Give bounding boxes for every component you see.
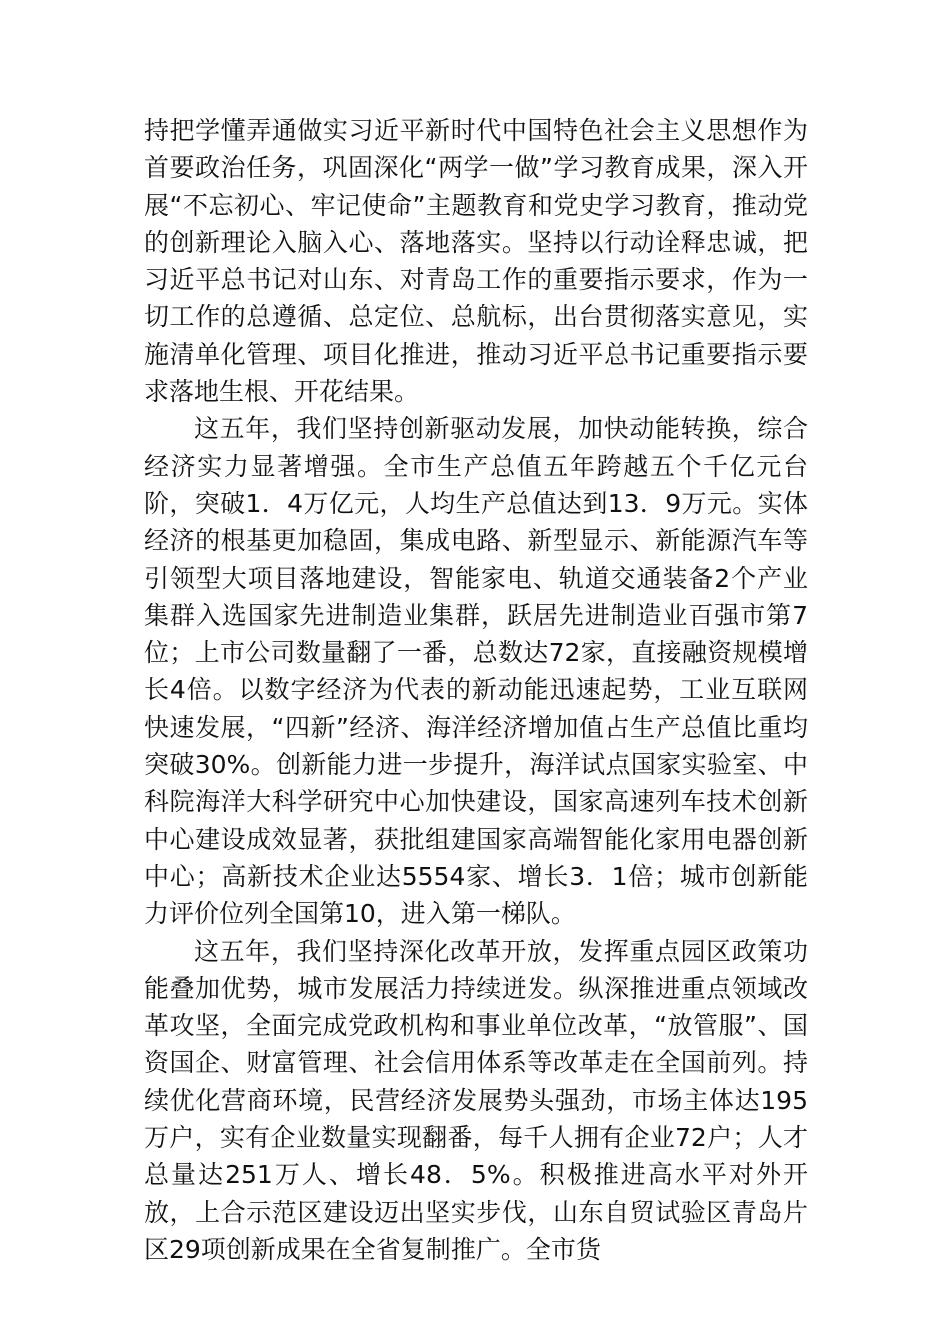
paragraph-3: 这五年，我们坚持深化改革开放，发挥重点园区政策功能叠加优势，城市发展活力持续迸发。纵深推进重点领域改革攻坚，全面完成党政机构和事业单位改革，“放管服”、国资国企、财富管理、社会信用体系等改革走在全国前列。持续优化营商环境，民营经济发展势头强劲，市场主体达195万户，实有企业数量实现翻番，每千人拥有企业72户；人才总量达251万人、增长48．5%。积极推进高水平对外开放，上合示范区建设迈出坚实步伐，山东自贸试验区青岛片区29项创新成果在全省复制推广。全市货 <box>144 936 808 1264</box>
paragraph-2: 这五年，我们坚持创新驱动发展，加快动能转换，综合经济实力显著增强。全市生产总值五年跨越五个千亿元台阶，突破1．4万亿元，人均生产总值达到13．9万元。实体经济的根基更加稳固，集成电路、新型显示、新能源汽车等引领型大项目落地建设，智能家电、轨道交通装备2个产业集群入选国家先进制造业集群，跃居先进制造业百强市第7位；上市公司数量翻了一番，总数达72家，直接融资规模增长4倍。以数字经济为代表的新动能迅速起势，工业互联网快速发展，“四新”经济、海洋经济增加值占生产总值比重均突破30%。创新能力进一步提升，海洋试点国家实验室、中科院海洋大科学研究中心加快建设，国家高速列车技术创新中心建设成效显著，获批组建国家高端智能化家用电器创新中心；高新技术企业达5554家、增长3．1倍；城市创新能力评价位列全国第10，进入第一梯队。 <box>144 414 808 929</box>
paragraph-1: 持把学懂弄通做实习近平新时代中国特色社会主义思想作为首要政治任务，巩固深化“两学一做”学习教育成果，深入开展“不忘初心、牢记使命”主题教育和党史学习教育，推动党的创新理论入脑入心、落地落实。坚持以行动诠释忠诚，把习近平总书记对山东、对青岛工作的重要指示要求，作为一切工作的总遵循、总定位、总航标，出台贯彻落实意见，实施清单化管理、项目化推进，推动习近平总书记重要指示要求落地生根、开花结果。 <box>144 116 808 407</box>
document-body <box>144 112 808 1268</box>
